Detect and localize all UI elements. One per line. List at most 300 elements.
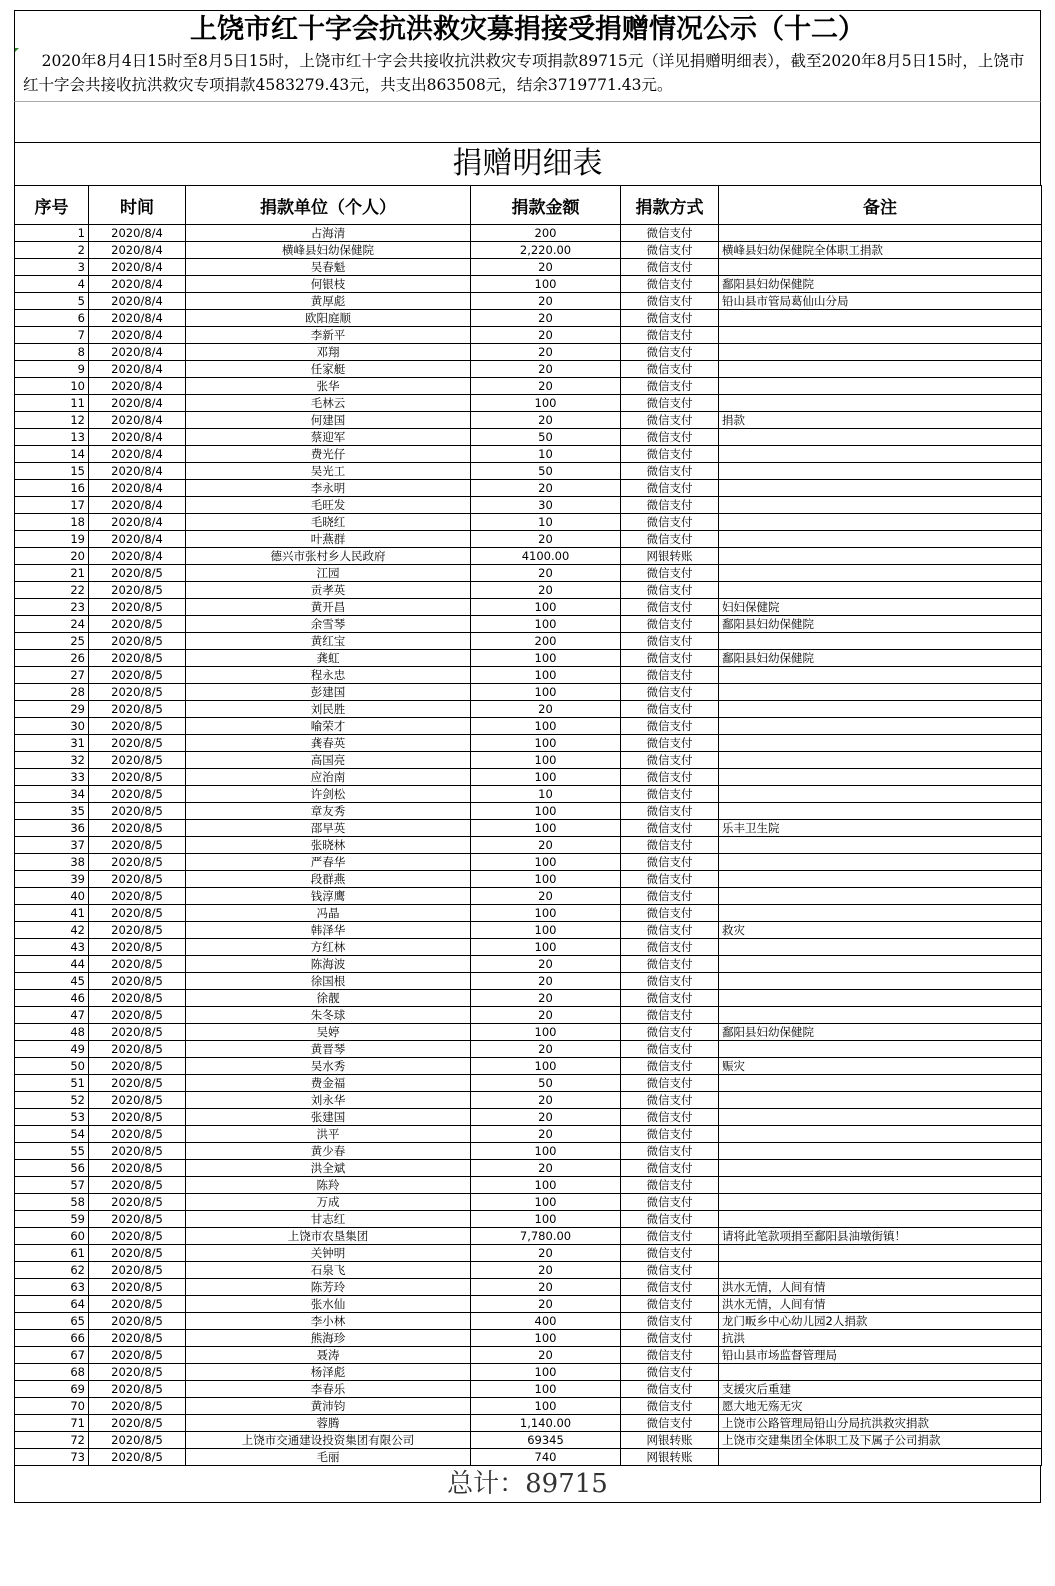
cell-time: 2020/8/5 <box>89 582 186 599</box>
cell-amount: 100 <box>471 616 621 633</box>
cell-index: 33 <box>15 769 89 786</box>
cell-amount: 100 <box>471 871 621 888</box>
cell-donor: 韩泽华 <box>186 922 471 939</box>
cell-index: 68 <box>15 1364 89 1381</box>
cell-amount: 100 <box>471 1024 621 1041</box>
cell-index: 28 <box>15 684 89 701</box>
cell-index: 48 <box>15 1024 89 1041</box>
cell-time: 2020/8/4 <box>89 378 186 395</box>
cell-method: 微信支付 <box>621 429 719 446</box>
table-row <box>15 1211 1042 1228</box>
cell-donor: 甘志红 <box>186 1211 471 1228</box>
cell-amount: 2,220.00 <box>471 242 621 259</box>
table-row <box>15 1075 1042 1092</box>
cell-amount: 30 <box>471 497 621 514</box>
cell-index: 15 <box>15 463 89 480</box>
cell-donor: 陈羚 <box>186 1177 471 1194</box>
cell-time: 2020/8/5 <box>89 633 186 650</box>
cell-donor: 陈芳玲 <box>186 1279 471 1296</box>
table-row <box>15 1262 1042 1279</box>
cell-amount: 7,780.00 <box>471 1228 621 1245</box>
table-row <box>15 1007 1042 1024</box>
table-row <box>15 1449 1042 1466</box>
cell-method: 微信支付 <box>621 1194 719 1211</box>
cell-donor: 黄厚彪 <box>186 293 471 310</box>
cell-index: 24 <box>15 616 89 633</box>
cell-time: 2020/8/5 <box>89 1262 186 1279</box>
table-row <box>15 752 1042 769</box>
cell-donor: 刘永华 <box>186 1092 471 1109</box>
cell-remark: 洪水无情，人间有情 <box>719 1296 1042 1313</box>
cell-amount: 100 <box>471 650 621 667</box>
cell-donor: 毛丽 <box>186 1449 471 1466</box>
table-row <box>15 973 1042 990</box>
cell-donor: 毛林云 <box>186 395 471 412</box>
cell-time: 2020/8/5 <box>89 1177 186 1194</box>
cell-time: 2020/8/5 <box>89 1330 186 1347</box>
cell-donor: 费金福 <box>186 1075 471 1092</box>
table-row <box>15 327 1042 344</box>
table-row <box>15 1160 1042 1177</box>
cell-index: 34 <box>15 786 89 803</box>
cell-index: 22 <box>15 582 89 599</box>
cell-remark <box>719 259 1042 276</box>
cell-time: 2020/8/4 <box>89 225 186 242</box>
cell-amount: 100 <box>471 752 621 769</box>
cell-method: 微信支付 <box>621 633 719 650</box>
cell-time: 2020/8/4 <box>89 361 186 378</box>
cell-method: 微信支付 <box>621 378 719 395</box>
cell-amount: 100 <box>471 1143 621 1160</box>
cell-amount: 50 <box>471 429 621 446</box>
cell-remark <box>719 786 1042 803</box>
cell-donor: 邵早英 <box>186 820 471 837</box>
cell-method: 微信支付 <box>621 667 719 684</box>
cell-amount: 20 <box>471 1041 621 1058</box>
cell-remark <box>719 718 1042 735</box>
cell-method: 微信支付 <box>621 1160 719 1177</box>
cell-donor: 吴春魁 <box>186 259 471 276</box>
cell-donor: 喻荣才 <box>186 718 471 735</box>
cell-index: 41 <box>15 905 89 922</box>
table-row <box>15 718 1042 735</box>
cell-amount: 100 <box>471 1058 621 1075</box>
cell-method: 微信支付 <box>621 327 719 344</box>
cell-index: 37 <box>15 837 89 854</box>
table-row <box>15 599 1042 616</box>
cell-index: 60 <box>15 1228 89 1245</box>
cell-donor: 费光仔 <box>186 446 471 463</box>
cell-time: 2020/8/4 <box>89 242 186 259</box>
cell-method: 微信支付 <box>621 480 719 497</box>
cell-method: 微信支付 <box>621 1245 719 1262</box>
cell-remark: 愿大地无殇无灾 <box>719 1398 1042 1415</box>
cell-index: 43 <box>15 939 89 956</box>
cell-amount: 69345 <box>471 1432 621 1449</box>
cell-time: 2020/8/5 <box>89 922 186 939</box>
cell-time: 2020/8/5 <box>89 1007 186 1024</box>
cell-remark: 鄱阳县妇幼保健院 <box>719 276 1042 293</box>
cell-time: 2020/8/4 <box>89 429 186 446</box>
cell-donor: 章友秀 <box>186 803 471 820</box>
cell-donor: 吴光工 <box>186 463 471 480</box>
summary-paragraph: 2020年8月4日15时至8月5日15时，上饶市红十字会共接收抗洪救灾专项捐款89715元（详见捐赠明细表），截至2020年8月5日15时，上饶市红十字会共接收抗洪救灾专项捐款4583279.43元，共支出863508元，结余3719771.43元。 <box>14 49 1041 102</box>
cell-remark <box>719 1143 1042 1160</box>
cell-method: 微信支付 <box>621 1313 719 1330</box>
cell-amount: 100 <box>471 803 621 820</box>
cell-time: 2020/8/5 <box>89 599 186 616</box>
cell-remark <box>719 1245 1042 1262</box>
cell-method: 微信支付 <box>621 1177 719 1194</box>
cell-remark <box>719 310 1042 327</box>
cell-amount: 100 <box>471 276 621 293</box>
table-row <box>15 276 1042 293</box>
cell-remark: 妇妇保健院 <box>719 599 1042 616</box>
cell-remark: 上饶市交建集团全体职工及下属子公司捐款 <box>719 1432 1042 1449</box>
table-row <box>15 667 1042 684</box>
cell-remark <box>719 667 1042 684</box>
cell-time: 2020/8/5 <box>89 616 186 633</box>
cell-donor: 张水仙 <box>186 1296 471 1313</box>
table-row <box>15 344 1042 361</box>
table-row <box>15 939 1042 956</box>
cell-index: 26 <box>15 650 89 667</box>
cell-time: 2020/8/5 <box>89 1296 186 1313</box>
cell-method: 微信支付 <box>621 514 719 531</box>
cell-time: 2020/8/4 <box>89 548 186 565</box>
cell-remark <box>719 582 1042 599</box>
table-row <box>15 1228 1042 1245</box>
cell-donor: 应治南 <box>186 769 471 786</box>
header-method: 捐款方式 <box>621 186 719 225</box>
table-row <box>15 259 1042 276</box>
cell-time: 2020/8/5 <box>89 1313 186 1330</box>
cell-index: 27 <box>15 667 89 684</box>
cell-method: 微信支付 <box>621 701 719 718</box>
cell-time: 2020/8/5 <box>89 854 186 871</box>
cell-method: 微信支付 <box>621 905 719 922</box>
table-header-row <box>15 186 1042 225</box>
cell-index: 25 <box>15 633 89 650</box>
cell-amount: 20 <box>471 327 621 344</box>
cell-donor: 黄红宝 <box>186 633 471 650</box>
cell-donor: 余雪琴 <box>186 616 471 633</box>
cell-method: 微信支付 <box>621 922 719 939</box>
cell-amount: 100 <box>471 1381 621 1398</box>
cell-time: 2020/8/5 <box>89 1398 186 1415</box>
cell-index: 44 <box>15 956 89 973</box>
table-row <box>15 956 1042 973</box>
cell-index: 19 <box>15 531 89 548</box>
cell-amount: 4100.00 <box>471 548 621 565</box>
cell-method: 微信支付 <box>621 1058 719 1075</box>
cell-amount: 20 <box>471 259 621 276</box>
cell-amount: 100 <box>471 820 621 837</box>
cell-method: 微信支付 <box>621 395 719 412</box>
cell-remark <box>719 1449 1042 1466</box>
cell-index: 18 <box>15 514 89 531</box>
cell-donor: 蔡迎军 <box>186 429 471 446</box>
cell-index: 55 <box>15 1143 89 1160</box>
cell-method: 微信支付 <box>621 276 719 293</box>
cell-remark: 乐丰卫生院 <box>719 820 1042 837</box>
cell-time: 2020/8/5 <box>89 1194 186 1211</box>
cell-amount: 20 <box>471 344 621 361</box>
page-title: 上饶市红十字会抗洪救灾募捐接受捐赠情况公示（十二） <box>14 10 1041 49</box>
cell-remark <box>719 633 1042 650</box>
cell-remark: 铅山县市场监督管理局 <box>719 1347 1042 1364</box>
cell-amount: 20 <box>471 1126 621 1143</box>
table-row <box>15 514 1042 531</box>
cell-amount: 400 <box>471 1313 621 1330</box>
cell-time: 2020/8/4 <box>89 497 186 514</box>
cell-remark: 龙门畈乡中心幼儿园2人捐款 <box>719 1313 1042 1330</box>
cell-time: 2020/8/5 <box>89 1415 186 1432</box>
cell-index: 16 <box>15 480 89 497</box>
cell-index: 71 <box>15 1415 89 1432</box>
cell-time: 2020/8/4 <box>89 259 186 276</box>
cell-time: 2020/8/5 <box>89 820 186 837</box>
cell-donor: 蓉腾 <box>186 1415 471 1432</box>
cell-method: 微信支付 <box>621 242 719 259</box>
table-row <box>15 1245 1042 1262</box>
cell-time: 2020/8/5 <box>89 1075 186 1092</box>
cell-donor: 任家艇 <box>186 361 471 378</box>
cell-amount: 100 <box>471 684 621 701</box>
cell-method: 微信支付 <box>621 854 719 871</box>
table-row <box>15 1092 1042 1109</box>
cell-remark: 救灾 <box>719 922 1042 939</box>
cell-time: 2020/8/5 <box>89 888 186 905</box>
cell-remark <box>719 395 1042 412</box>
table-row <box>15 1126 1042 1143</box>
cell-donor: 钱淳鹰 <box>186 888 471 905</box>
blank-row <box>14 102 1041 143</box>
table-row <box>15 446 1042 463</box>
cell-remark <box>719 752 1042 769</box>
cell-remark: 赈灾 <box>719 1058 1042 1075</box>
cell-remark <box>719 1211 1042 1228</box>
table-row <box>15 531 1042 548</box>
cell-remark: 横峰县妇幼保健院全体职工捐款 <box>719 242 1042 259</box>
cell-method: 微信支付 <box>621 497 719 514</box>
cell-amount: 20 <box>471 565 621 582</box>
header-index: 序号 <box>15 186 89 225</box>
cell-method: 微信支付 <box>621 1330 719 1347</box>
table-body <box>15 225 1042 1466</box>
cell-method: 微信支付 <box>621 463 719 480</box>
cell-time: 2020/8/5 <box>89 871 186 888</box>
cell-time: 2020/8/5 <box>89 752 186 769</box>
cell-time: 2020/8/5 <box>89 803 186 820</box>
cell-amount: 100 <box>471 1194 621 1211</box>
cell-method: 微信支付 <box>621 1024 719 1041</box>
cell-method: 微信支付 <box>621 1092 719 1109</box>
cell-time: 2020/8/4 <box>89 276 186 293</box>
cell-time: 2020/8/4 <box>89 344 186 361</box>
cell-time: 2020/8/4 <box>89 463 186 480</box>
cell-donor: 黄沛钧 <box>186 1398 471 1415</box>
cell-amount: 10 <box>471 786 621 803</box>
cell-amount: 100 <box>471 1398 621 1415</box>
cell-index: 53 <box>15 1109 89 1126</box>
cell-index: 5 <box>15 293 89 310</box>
table-row <box>15 361 1042 378</box>
cell-method: 微信支付 <box>621 1041 719 1058</box>
cell-donor: 何银枝 <box>186 276 471 293</box>
cell-time: 2020/8/5 <box>89 1126 186 1143</box>
cell-time: 2020/8/5 <box>89 1364 186 1381</box>
cell-donor: 黄开昌 <box>186 599 471 616</box>
table-row <box>15 463 1042 480</box>
table-row <box>15 735 1042 752</box>
cell-method: 微信支付 <box>621 888 719 905</box>
cell-method: 微信支付 <box>621 1262 719 1279</box>
table-row <box>15 565 1042 582</box>
cell-index: 14 <box>15 446 89 463</box>
cell-index: 65 <box>15 1313 89 1330</box>
cell-remark <box>719 1109 1042 1126</box>
cell-remark <box>719 463 1042 480</box>
cell-remark <box>719 565 1042 582</box>
table-row <box>15 1143 1042 1160</box>
cell-index: 11 <box>15 395 89 412</box>
cell-index: 59 <box>15 1211 89 1228</box>
table-row <box>15 701 1042 718</box>
cell-time: 2020/8/5 <box>89 1109 186 1126</box>
cell-time: 2020/8/4 <box>89 327 186 344</box>
cell-amount: 100 <box>471 667 621 684</box>
cell-amount: 20 <box>471 973 621 990</box>
cell-time: 2020/8/5 <box>89 1024 186 1041</box>
cell-time: 2020/8/5 <box>89 1347 186 1364</box>
cell-amount: 10 <box>471 514 621 531</box>
cell-remark: 鄱阳县妇幼保健院 <box>719 650 1042 667</box>
cell-time: 2020/8/4 <box>89 293 186 310</box>
table-row <box>15 225 1042 242</box>
cell-donor: 横峰县妇幼保健院 <box>186 242 471 259</box>
cell-index: 1 <box>15 225 89 242</box>
cell-donor: 叶燕群 <box>186 531 471 548</box>
table-row <box>15 395 1042 412</box>
cell-remark <box>719 446 1042 463</box>
cell-amount: 100 <box>471 1211 621 1228</box>
cell-index: 8 <box>15 344 89 361</box>
cell-time: 2020/8/5 <box>89 1041 186 1058</box>
cell-index: 38 <box>15 854 89 871</box>
cell-time: 2020/8/4 <box>89 310 186 327</box>
cell-amount: 100 <box>471 1177 621 1194</box>
table-row <box>15 1041 1042 1058</box>
cell-donor: 吴水秀 <box>186 1058 471 1075</box>
table-row <box>15 480 1042 497</box>
cell-time: 2020/8/5 <box>89 837 186 854</box>
cell-method: 微信支付 <box>621 1126 719 1143</box>
cell-method: 微信支付 <box>621 599 719 616</box>
table-row <box>15 1347 1042 1364</box>
table-row <box>15 429 1042 446</box>
cell-method: 微信支付 <box>621 684 719 701</box>
table-row <box>15 1058 1042 1075</box>
cell-amount: 10 <box>471 446 621 463</box>
table-row <box>15 242 1042 259</box>
cell-amount: 20 <box>471 837 621 854</box>
cell-index: 2 <box>15 242 89 259</box>
table-row <box>15 1330 1042 1347</box>
cell-method: 微信支付 <box>621 769 719 786</box>
cell-remark <box>719 1177 1042 1194</box>
cell-time: 2020/8/4 <box>89 412 186 429</box>
cell-method: 微信支付 <box>621 956 719 973</box>
cell-remark <box>719 973 1042 990</box>
cell-amount: 740 <box>471 1449 621 1466</box>
table-row <box>15 922 1042 939</box>
cell-time: 2020/8/5 <box>89 1092 186 1109</box>
cell-remark: 请将此笔款项捐至鄱阳县油墩街镇！ <box>719 1228 1042 1245</box>
cell-time: 2020/8/5 <box>89 1449 186 1466</box>
cell-index: 50 <box>15 1058 89 1075</box>
cell-index: 52 <box>15 1092 89 1109</box>
cell-amount: 20 <box>471 582 621 599</box>
table-row <box>15 1381 1042 1398</box>
cell-donor: 熊海珍 <box>186 1330 471 1347</box>
cell-time: 2020/8/5 <box>89 1160 186 1177</box>
cell-remark <box>719 531 1042 548</box>
table-row <box>15 990 1042 1007</box>
cell-remark <box>719 225 1042 242</box>
cell-amount: 200 <box>471 633 621 650</box>
cell-method: 微信支付 <box>621 1143 719 1160</box>
cell-donor: 张晓林 <box>186 837 471 854</box>
cell-index: 42 <box>15 922 89 939</box>
cell-donor: 陈海波 <box>186 956 471 973</box>
cell-method: 微信支付 <box>621 1007 719 1024</box>
cell-remark <box>719 361 1042 378</box>
cell-amount: 100 <box>471 718 621 735</box>
cell-amount: 20 <box>471 1347 621 1364</box>
cell-time: 2020/8/5 <box>89 684 186 701</box>
cell-method: 微信支付 <box>621 1211 719 1228</box>
cell-amount: 20 <box>471 1245 621 1262</box>
cell-amount: 100 <box>471 395 621 412</box>
cell-time: 2020/8/5 <box>89 769 186 786</box>
cell-donor: 严春华 <box>186 854 471 871</box>
cell-remark <box>719 378 1042 395</box>
cell-method: 微信支付 <box>621 446 719 463</box>
cell-index: 3 <box>15 259 89 276</box>
cell-amount: 50 <box>471 463 621 480</box>
cell-remark: 抗洪 <box>719 1330 1042 1347</box>
cell-donor: 张华 <box>186 378 471 395</box>
cell-index: 73 <box>15 1449 89 1466</box>
cell-index: 63 <box>15 1279 89 1296</box>
cell-time: 2020/8/5 <box>89 701 186 718</box>
cell-donor: 李新平 <box>186 327 471 344</box>
cell-index: 29 <box>15 701 89 718</box>
cell-remark <box>719 701 1042 718</box>
cell-amount: 20 <box>471 1262 621 1279</box>
table-row <box>15 1194 1042 1211</box>
cell-index: 21 <box>15 565 89 582</box>
cell-time: 2020/8/5 <box>89 1058 186 1075</box>
cell-donor: 黄少春 <box>186 1143 471 1160</box>
cell-method: 微信支付 <box>621 531 719 548</box>
cell-method: 微信支付 <box>621 1296 719 1313</box>
header-donor: 捐款单位（个人） <box>186 186 471 225</box>
cell-remark <box>719 735 1042 752</box>
cell-method: 微信支付 <box>621 837 719 854</box>
header-amount: 捐款金额 <box>471 186 621 225</box>
